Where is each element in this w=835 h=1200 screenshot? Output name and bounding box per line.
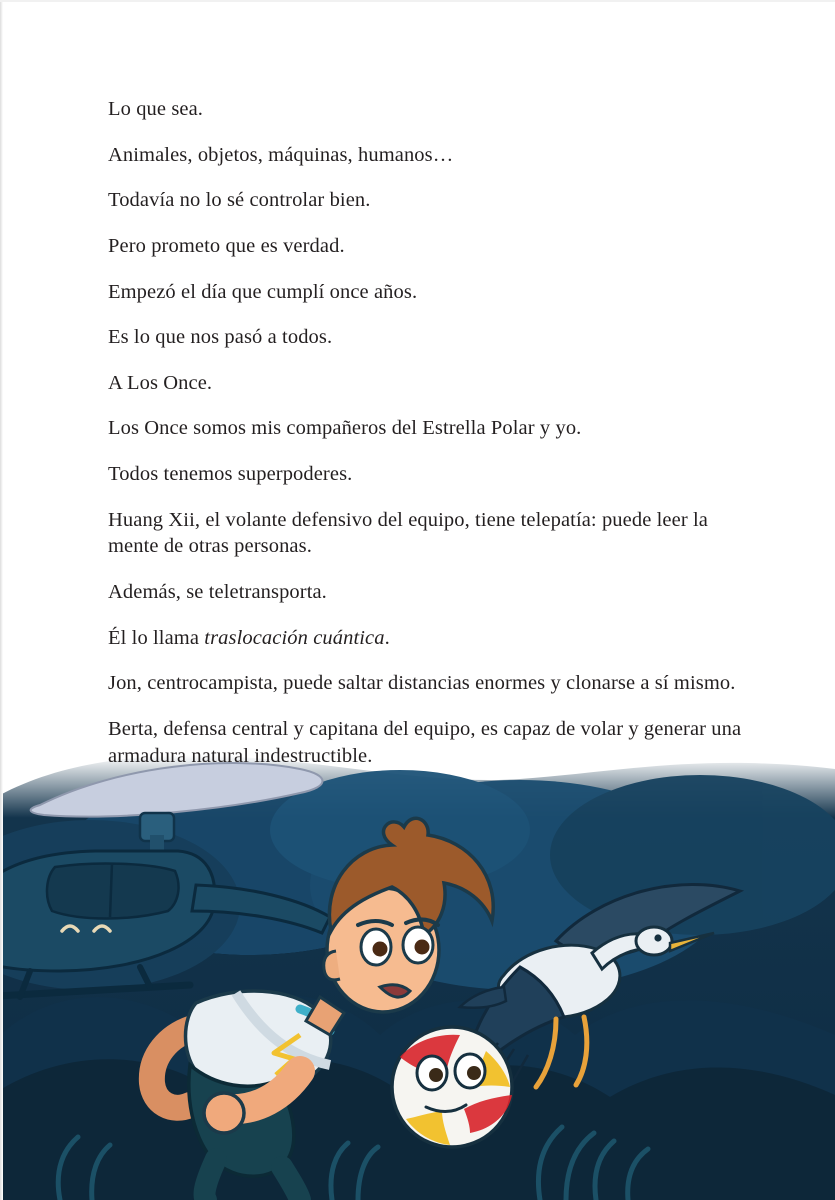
ball-pupil-right (467, 1066, 481, 1080)
paragraph-12-italic: traslocación cuántica (204, 626, 385, 649)
paragraph-3: Todavía no lo sé controlar bien. (108, 189, 371, 212)
paragraph-2: Animales, objetos, máquinas, humanos… (108, 143, 454, 166)
boy-pupil-right (415, 940, 430, 955)
bird-eye (654, 934, 661, 941)
paragraph-9: Todos tenemos superpoderes. (108, 463, 353, 486)
bird-head (636, 927, 672, 955)
paragraph-7: A Los Once. (108, 371, 213, 394)
paragraph-14: Berta, defensa central y capitana del equipo, es capaz de volar y generar una armadura natural indestructible. (108, 717, 742, 767)
ball-pupil-left (429, 1068, 443, 1082)
paragraph-6: Es lo que nos pasó a todos. (108, 326, 333, 349)
paragraph-5: Empezó el día que cumplí once años. (108, 280, 418, 303)
paragraph-10: Huang Xii, el volante defensivo del equipo, tiene telepatía: puede leer la mente de otras personas. (108, 508, 708, 558)
page-edge-left (0, 0, 3, 1200)
paragraph-11: Además, se teletransporta. (108, 581, 327, 604)
page-illustration (0, 735, 835, 1200)
paragraph-8: Los Once somos mis compañeros del Estrella Polar y yo. (108, 417, 582, 440)
boy-leg-left (204, 1159, 216, 1200)
boy-pupil-left (373, 942, 388, 957)
illustration-svg (0, 735, 835, 1200)
paragraph-13: Jon, centrocampista, puede saltar distancias enormes y clonarse a sí mismo. (108, 672, 736, 695)
page-text-block (108, 96, 748, 788)
paragraph-4: Pero prometo que es verdad. (108, 234, 345, 257)
soccer-ball (392, 1027, 512, 1147)
page-edge-top (0, 0, 835, 2)
paragraph-12-suffix: . (384, 626, 390, 649)
paragraph-12-prefix: Él lo llama (108, 626, 205, 649)
boy-fist (204, 1093, 244, 1133)
paragraph-12 (108, 625, 748, 652)
paragraph-1: Lo que sea. (108, 98, 204, 120)
